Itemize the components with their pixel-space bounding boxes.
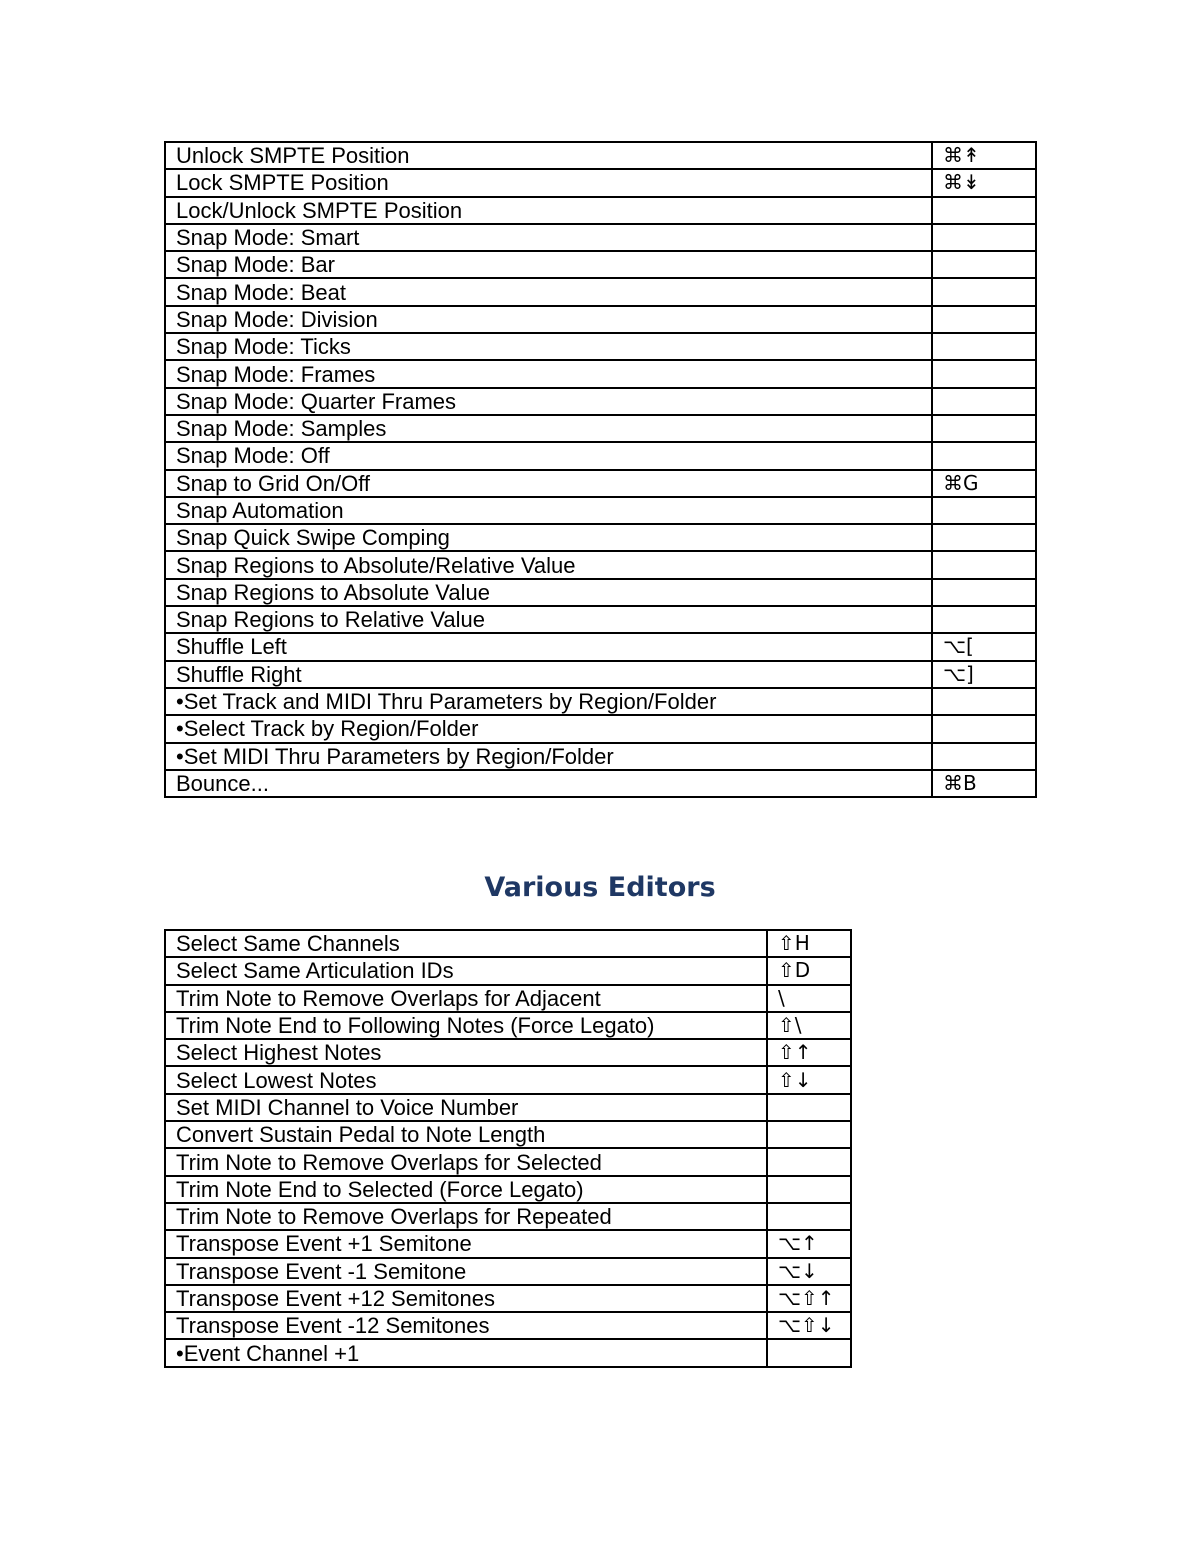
shortcut-cell <box>932 606 1036 633</box>
shortcut-cell <box>767 1203 851 1230</box>
shortcut-cell: ⌥⇧↑ <box>767 1285 851 1312</box>
table-row <box>165 169 1036 196</box>
command-cell: Select Same Articulation IDs <box>165 957 767 984</box>
command-cell: Select Same Channels <box>165 930 767 957</box>
command-cell: Lock/Unlock SMPTE Position <box>165 197 932 224</box>
command-cell: Shuffle Right <box>165 661 932 688</box>
shortcut-cell <box>932 278 1036 305</box>
shortcut-cell <box>767 1176 851 1203</box>
shortcut-cell <box>767 1094 851 1121</box>
table-row <box>165 1066 851 1093</box>
table-row <box>165 497 1036 524</box>
shortcut-cell: ⇧↓ <box>767 1066 851 1093</box>
shortcut-cell <box>932 251 1036 278</box>
command-cell: Select Highest Notes <box>165 1039 767 1066</box>
command-cell: Snap Mode: Quarter Frames <box>165 388 932 415</box>
command-cell: Snap Mode: Smart <box>165 224 932 251</box>
table-row <box>165 470 1036 497</box>
shortcut-cell <box>932 715 1036 742</box>
command-cell: Snap Regions to Relative Value <box>165 606 932 633</box>
table-row <box>165 743 1036 770</box>
command-cell: Snap Mode: Bar <box>165 251 932 278</box>
table-body <box>165 930 851 1367</box>
shortcut-cell <box>932 333 1036 360</box>
table-row <box>165 251 1036 278</box>
command-cell: Snap Automation <box>165 497 932 524</box>
shortcut-cell: ⌥] <box>932 661 1036 688</box>
table-row <box>165 333 1036 360</box>
command-cell: Transpose Event -1 Semitone <box>165 1258 767 1285</box>
command-cell: Snap Mode: Beat <box>165 278 932 305</box>
table-row <box>165 1039 851 1066</box>
table-row <box>165 551 1036 578</box>
table-row <box>165 306 1036 333</box>
shortcut-cell: ⌘↡ <box>932 169 1036 196</box>
table-row <box>165 1312 851 1339</box>
command-cell: Snap Mode: Samples <box>165 415 932 442</box>
table-body <box>165 142 1036 797</box>
command-cell: Snap Regions to Absolute/Relative Value <box>165 551 932 578</box>
shortcut-cell <box>932 524 1036 551</box>
table-row <box>165 985 851 1012</box>
table-row <box>165 770 1036 797</box>
shortcut-cell <box>932 197 1036 224</box>
command-cell: Trim Note End to Following Notes (Force Legato) <box>165 1012 767 1039</box>
command-cell: Select Lowest Notes <box>165 1066 767 1093</box>
command-cell: Bounce... <box>165 770 932 797</box>
shortcut-cell <box>767 1339 851 1366</box>
command-cell: Snap to Grid On/Off <box>165 470 932 497</box>
table-row <box>165 606 1036 633</box>
shortcut-cell: ⇧\ <box>767 1012 851 1039</box>
shortcut-cell: ⌘B <box>932 770 1036 797</box>
command-cell: Snap Mode: Off <box>165 442 932 469</box>
shortcut-cell <box>932 497 1036 524</box>
table-row <box>165 688 1036 715</box>
command-cell: Snap Mode: Ticks <box>165 333 932 360</box>
command-cell: Unlock SMPTE Position <box>165 142 932 169</box>
table-row <box>165 388 1036 415</box>
shortcut-cell <box>932 551 1036 578</box>
table-row <box>165 197 1036 224</box>
command-cell: Snap Regions to Absolute Value <box>165 579 932 606</box>
shortcut-cell <box>932 415 1036 442</box>
command-cell: Shuffle Left <box>165 633 932 660</box>
command-cell: Transpose Event -12 Semitones <box>165 1312 767 1339</box>
table-row <box>165 1285 851 1312</box>
command-cell: Trim Note to Remove Overlaps for Repeated <box>165 1203 767 1230</box>
table-row <box>165 1203 851 1230</box>
shortcut-cell: ⌥↓ <box>767 1258 851 1285</box>
command-cell: Convert Sustain Pedal to Note Length <box>165 1121 767 1148</box>
command-cell: Trim Note to Remove Overlaps for Selected <box>165 1148 767 1175</box>
shortcut-cell <box>932 388 1036 415</box>
shortcut-cell: ⌥⇧↓ <box>767 1312 851 1339</box>
command-cell: Snap Quick Swipe Comping <box>165 524 932 551</box>
table-row <box>165 715 1036 742</box>
table-row <box>165 142 1036 169</box>
table-row <box>165 1121 851 1148</box>
table-row <box>165 415 1036 442</box>
table-row <box>165 1339 851 1366</box>
shortcut-cell <box>767 1121 851 1148</box>
table-row <box>165 1176 851 1203</box>
shortcut-cell: ⇧H <box>767 930 851 957</box>
command-cell: •Event Channel +1 <box>165 1339 767 1366</box>
shortcut-cell <box>767 1148 851 1175</box>
command-cell: Snap Mode: Frames <box>165 360 932 387</box>
table-row <box>165 661 1036 688</box>
shortcut-cell: ⌘G <box>932 470 1036 497</box>
shortcut-cell: ⌥[ <box>932 633 1036 660</box>
table-row <box>165 957 851 984</box>
table-row <box>165 1258 851 1285</box>
table-row <box>165 524 1036 551</box>
shortcut-cell <box>932 579 1036 606</box>
shortcut-cell: \ <box>767 985 851 1012</box>
shortcut-cell: ⇧D <box>767 957 851 984</box>
shortcut-cell <box>932 360 1036 387</box>
table-row <box>165 1230 851 1257</box>
shortcut-table-various-editors <box>164 929 852 1368</box>
table-row <box>165 1094 851 1121</box>
shortcut-cell: ⌥↑ <box>767 1230 851 1257</box>
table-row <box>165 579 1036 606</box>
shortcut-cell <box>932 306 1036 333</box>
command-cell: Transpose Event +12 Semitones <box>165 1285 767 1312</box>
table-row <box>165 1012 851 1039</box>
shortcut-table-snap <box>164 141 1037 798</box>
shortcut-cell <box>932 224 1036 251</box>
table-row <box>165 360 1036 387</box>
command-cell: Snap Mode: Division <box>165 306 932 333</box>
command-cell: Transpose Event +1 Semitone <box>165 1230 767 1257</box>
table-row <box>165 930 851 957</box>
command-cell: Lock SMPTE Position <box>165 169 932 196</box>
command-cell: Set MIDI Channel to Voice Number <box>165 1094 767 1121</box>
table-row <box>165 633 1036 660</box>
command-cell: •Select Track by Region/Folder <box>165 715 932 742</box>
shortcut-cell: ⌘↟ <box>932 142 1036 169</box>
section-heading: Various Editors <box>484 872 716 903</box>
shortcut-cell <box>932 743 1036 770</box>
table-row <box>165 278 1036 305</box>
command-cell: Trim Note End to Selected (Force Legato) <box>165 1176 767 1203</box>
command-cell: •Set Track and MIDI Thru Parameters by Region/Folder <box>165 688 932 715</box>
table-row <box>165 1148 851 1175</box>
command-cell: •Set MIDI Thru Parameters by Region/Folder <box>165 743 932 770</box>
table-row <box>165 442 1036 469</box>
shortcut-cell: ⇧↑ <box>767 1039 851 1066</box>
shortcut-cell <box>932 442 1036 469</box>
shortcut-cell <box>932 688 1036 715</box>
table-row <box>165 224 1036 251</box>
command-cell: Trim Note to Remove Overlaps for Adjacent <box>165 985 767 1012</box>
